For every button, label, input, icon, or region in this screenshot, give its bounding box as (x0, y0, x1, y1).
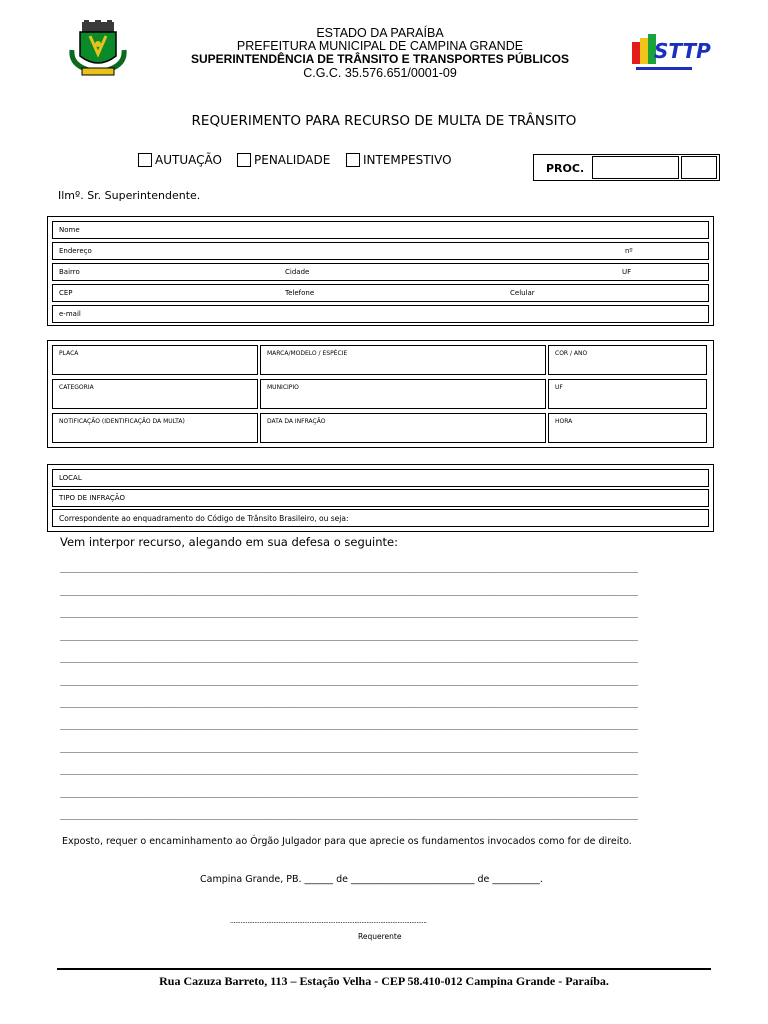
proc-box (533, 154, 720, 181)
label-vehicle-uf: UF (555, 384, 563, 391)
header-prefeitura: PREFEITURA MUNICIPAL DE CAMPINA GRANDE (236, 39, 524, 53)
label-tipo: TIPO DE INFRAÇÃO (59, 494, 125, 502)
cell-cor[interactable] (548, 345, 707, 375)
label-categoria: CATEGORIA (59, 384, 94, 391)
row-cep[interactable] (52, 284, 709, 302)
defense-line[interactable]: _____________________________________________________________________________________________________ (60, 764, 638, 775)
defense-line[interactable]: _____________________________________________________________________________________________________ (60, 607, 638, 618)
label-data: DATA DA INFRAÇÃO (267, 418, 326, 425)
cell-categoria[interactable] (52, 379, 258, 409)
header-state: ESTADO DA PARAÍBA (316, 26, 444, 40)
infraction-section (47, 464, 714, 532)
sttp-logo (630, 28, 711, 76)
page-title: REQUERIMENTO PARA RECURSO DE MULTA DE TRÂNSITO (191, 113, 577, 129)
label-cidade: Cidade (285, 268, 310, 276)
row-local[interactable] (52, 469, 709, 487)
label-nome: Nome (59, 226, 80, 234)
proc-label: PROC. (546, 162, 585, 175)
label-hora: HORA (555, 418, 573, 425)
checkbox-label: AUTUAÇÃO (155, 153, 222, 167)
salutation: Ilmº. Sr. Superintendente. (58, 189, 201, 202)
label-telefone: Telefone (285, 289, 315, 297)
proc-field-1[interactable] (592, 156, 679, 179)
defense-line[interactable]: _____________________________________________________________________________________________________ (60, 652, 638, 663)
proc-field-2[interactable] (681, 156, 717, 179)
row-correspondente[interactable] (52, 509, 709, 527)
cell-data[interactable] (260, 413, 546, 443)
footer-divider (57, 968, 711, 970)
defense-line[interactable]: _____________________________________________________________________________________________________ (60, 562, 638, 573)
cell-hora[interactable] (548, 413, 707, 443)
label-correspondente: Correspondente ao enquadramento do Código de Trânsito Brasileiro, ou seja: (59, 514, 349, 523)
label-municipio: MUNICIPIO (267, 384, 299, 391)
defense-line[interactable]: _____________________________________________________________________________________________________ (60, 719, 638, 730)
defense-line[interactable]: _____________________________________________________________________________________________________ (60, 585, 638, 596)
label-local: LOCAL (59, 474, 82, 482)
place-date[interactable]: Campina Grande, PB. ______ de __________________________ de __________. (200, 874, 543, 885)
footer-address: Rua Cazuza Barreto, 113 – Estação Velha - CEP 58.410-012 Campina Grande - Paraíba. (159, 974, 609, 988)
cell-municipio[interactable] (260, 379, 546, 409)
defense-line[interactable]: _____________________________________________________________________________________________________ (60, 630, 638, 641)
label-celular: Celular (510, 289, 535, 297)
row-email[interactable] (52, 305, 709, 323)
signature-line[interactable]: .................................................................................................................. (230, 917, 427, 925)
personal-info-section (47, 216, 714, 326)
checkbox-intempestivo[interactable] (346, 153, 452, 167)
defense-intro: Vem interpor recurso, alegando em sua defesa o seguinte: (60, 535, 398, 549)
label-cep: CEP (59, 289, 73, 297)
defense-line[interactable]: _____________________________________________________________________________________________________ (60, 697, 638, 708)
cell-marca[interactable] (260, 345, 546, 375)
checkbox-autuacao[interactable] (138, 153, 222, 167)
svg-text:STTP: STTP (654, 39, 711, 63)
cell-notificacao[interactable] (52, 413, 258, 443)
checkbox-box[interactable] (138, 153, 152, 167)
cell-placa[interactable] (52, 345, 258, 375)
defense-line[interactable]: _____________________________________________________________________________________________________ (60, 742, 638, 753)
label-marca: MARCA/MODELO / ESPÉCIE (267, 350, 348, 357)
checkbox-box[interactable] (346, 153, 360, 167)
header-cgc: C.G.C. 35.576.651/0001-09 (303, 66, 457, 80)
checkbox-label: INTEMPESTIVO (363, 153, 452, 167)
row-tipo[interactable] (52, 489, 709, 507)
row-endereco[interactable] (52, 242, 709, 260)
logo-text-hidden (640, 78, 642, 79)
checkbox-penalidade[interactable] (237, 153, 330, 167)
checkbox-label: PENALIDADE (254, 153, 331, 167)
label-uf: UF (622, 268, 632, 276)
label-bairro: Bairro (59, 268, 80, 276)
row-nome[interactable] (52, 221, 709, 239)
defense-line[interactable]: _____________________________________________________________________________________________________ (60, 809, 638, 820)
defense-line[interactable]: _____________________________________________________________________________________________________ (60, 787, 638, 798)
defense-line[interactable]: _____________________________________________________________________________________________________ (60, 675, 638, 686)
vehicle-section (47, 340, 714, 448)
label-placa: PLACA (59, 350, 79, 357)
label-notificacao: NOTIFICAÇÃO (IDENTIFICAÇÃO DA MULTA) (59, 418, 185, 425)
signature-label: Requerente (358, 932, 402, 941)
label-cor: COR / ANO (555, 350, 588, 357)
coat-of-arms-logo (68, 20, 128, 78)
checkbox-box[interactable] (237, 153, 251, 167)
label-numero: nº (625, 247, 633, 255)
closing-text: Exposto, requer o encaminhamento ao Órgão Julgador para que aprecie os fundamentos invocados como for de direito. (62, 836, 632, 847)
row-bairro[interactable] (52, 263, 709, 281)
label-email: e-mail (59, 310, 81, 318)
label-endereco: Endereço (59, 247, 92, 255)
cell-uf[interactable] (548, 379, 707, 409)
header-superintendencia: SUPERINTENDÊNCIA DE TRÂNSITO E TRANSPORTES PÚBLICOS (190, 52, 570, 66)
